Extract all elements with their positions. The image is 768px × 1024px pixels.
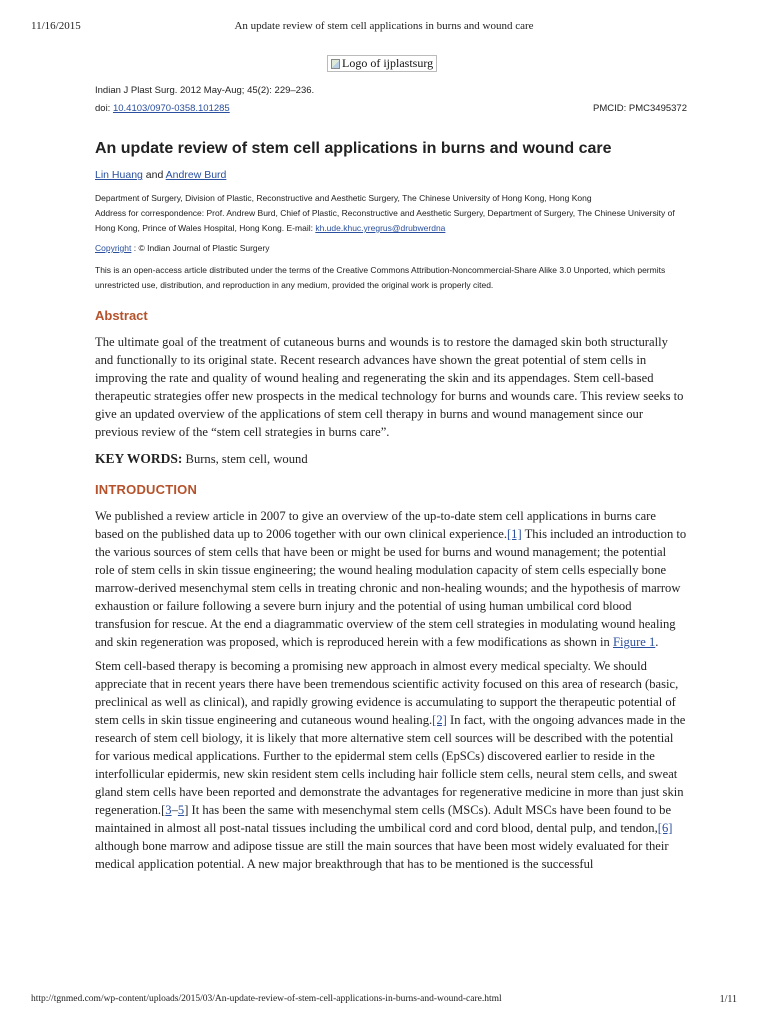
pmcid: PMCID: PMC3495372 [593, 103, 687, 114]
ref-link-3[interactable]: 3 [165, 803, 172, 817]
intro-p1-text-3: . [655, 635, 659, 649]
doi-label: doi: [95, 103, 111, 114]
print-page-title: An update review of stem cell applications in burns and wound care [234, 20, 534, 32]
print-header [0, 20, 768, 34]
license-text: This is an open-access article distributed under the terms of the Creative Commons Attribution-Noncommercial-Share Alike 3.0 Unported, which permits unrestricted use, distribution, and reproduction in any medium, provided the original work is properly cited. [95, 265, 666, 290]
ref-dash: – [171, 803, 178, 817]
email-link[interactable]: kh.ude.khuc.yregrus@drubwerdna [315, 223, 446, 233]
intro-p2-text-3: It has been the same with mesenchymal stem cells (MSCs). Adult MSCs have been found to be maintained in almost all post-natal tissues including the umbilical cord and cord blood, dental pulp, and tendon, [95, 803, 672, 835]
keywords-label: KEY WORDS: [95, 451, 183, 466]
doi-line [95, 102, 687, 115]
intro-p1-text-1: We published a review article in 2007 to give an overview of the up-to-date stem cell applications in burns care based on the published data up to 2006 together with our own clinical experience. [95, 509, 656, 541]
correspondence-text: Address for correspondence: Prof. Andrew Burd, Chief of Plastic, Reconstructive and Aesthetic Surgery, Department of Surgery, The Chinese University of Hong Kong, Prince of Wales Hospital, Hong Kong. E-mail: [95, 208, 675, 233]
affiliation: Department of Surgery, Division of Plastic, Reconstructive and Aesthetic Surgery, The Chinese University of Hong Kong, Hong Kong [95, 193, 592, 203]
affiliation-block [95, 191, 687, 236]
copyright-link[interactable]: Copyright [95, 243, 132, 253]
intro-p1-text-2: This included an introduction to the various sources of stem cells that have been or might be used for burns and wound management; the potential role of stem cells in skin tissue engineering; the wound healing modulation capacity of stem cells especially bone marrow-derived mesenchymal stem cells in treating chronic and non-healing wounds; and the hypothesis of marrow exhaustion or failure following a severe burn injury and the potential of using human umbilical cord blood transfusion for rescue. At the end a diagrammatic overview of the stem cell strategies in modulating wound healing and skin regeneration was proposed, which is reproduced herein with a few modifications as shown in [95, 527, 687, 649]
copyright-text: : © Indian Journal of Plastic Surgery [131, 243, 270, 253]
ref-bracket-close: ] [184, 803, 189, 817]
ref-link-1[interactable]: [1] [506, 527, 522, 541]
correspondence [95, 206, 687, 236]
ref-link-5[interactable]: 5 [177, 803, 185, 817]
copyright-line [95, 242, 687, 255]
print-footer [0, 994, 768, 1008]
author-link-andrew-burd[interactable]: Andrew Burd [165, 169, 227, 181]
logo-alt-text: Logo of ijplastsurg [342, 56, 434, 70]
keywords-text: Burns, stem cell, wound [182, 452, 308, 466]
doi-link[interactable]: 10.4103/0970-0358.101285 [112, 103, 230, 114]
keywords-line [95, 450, 687, 468]
broken-image-icon [331, 59, 340, 69]
citation-block [95, 84, 687, 115]
ref-bracket-open: [ [161, 803, 166, 817]
intro-paragraph-1 [95, 507, 687, 651]
author-link-lin-huang[interactable]: Lin Huang [95, 169, 143, 181]
abstract-text: The ultimate goal of the treatment of cutaneous burns and wounds is to restore the damaged skin both structurally and functionally to its original state. Recent research advances have shown the great potential of stem cells in improving the rate and quality of wound healing and regenerating the skin and its appendages. Stem cell-based therapeutic strategies offer new prospects in the medical technology for burns and wounds care. This review seeks to give an updated overview of the applications of stem cell therapy in burns and wound management since our previous review of the “stem cell strategies in burns care”. [95, 335, 684, 439]
article-content [95, 84, 687, 873]
intro-p2-text-4: although bone marrow and adipose tissue are still the main sources that have been most widely evaluated for their medical application potential. A new major breakthrough that has to be mentioned is the successful [95, 839, 669, 871]
article-title: An update review of stem cell applications in burns and wound care [95, 140, 612, 157]
intro-p2-text-1: Stem cell-based therapy is becoming a promising new approach in almost every medical specialty. We should appreciate that in recent years there have been tremendous scientific activity focused on this area of research (basic, preclinical as well as clinical), and rapidly growing evidence is accumulating to support the therapeutic potential of stem cells in skin tissue engineering and cutaneous wound healing. [95, 659, 679, 727]
ref-link-2[interactable]: [2] [432, 713, 447, 727]
introduction-heading: INTRODUCTION [95, 482, 198, 497]
abstract-heading: Abstract [95, 308, 148, 323]
print-date: 11/16/2015 [31, 20, 81, 32]
authors [95, 168, 687, 182]
journal-citation: Indian J Plast Surg. 2012 May-Aug; 45(2): 229–236. [95, 85, 315, 96]
page-number: 1/11 [719, 994, 737, 1005]
journal-logo [327, 55, 437, 72]
intro-paragraph-2 [95, 657, 687, 873]
intro-p2-text-2: In fact, with the ongoing advances made in the research of stem cell biology, it is likely that more alternative stem cell sources will be described with the potential for various medical applications. Further to the epidermal stem cells (EpSCs) discovered earlier to reside in the interfollicular epidermis, new skin resident stem cells including hair follicle stem cells, neural stem cells, and sweat gland stem cells have been reported and demonstrate the advantages for regenerative medicine in more than just skin regeneration. [95, 713, 686, 817]
figure-1-link[interactable]: Figure 1 [612, 635, 656, 649]
authors-and: and [145, 169, 164, 181]
print-url: http://tgnmed.com/wp-content/uploads/2015/03/An-update-review-of-stem-cell-applications-in-burns-and-wound-care.html [31, 994, 502, 1004]
ref-link-6[interactable]: [6] [657, 821, 673, 835]
